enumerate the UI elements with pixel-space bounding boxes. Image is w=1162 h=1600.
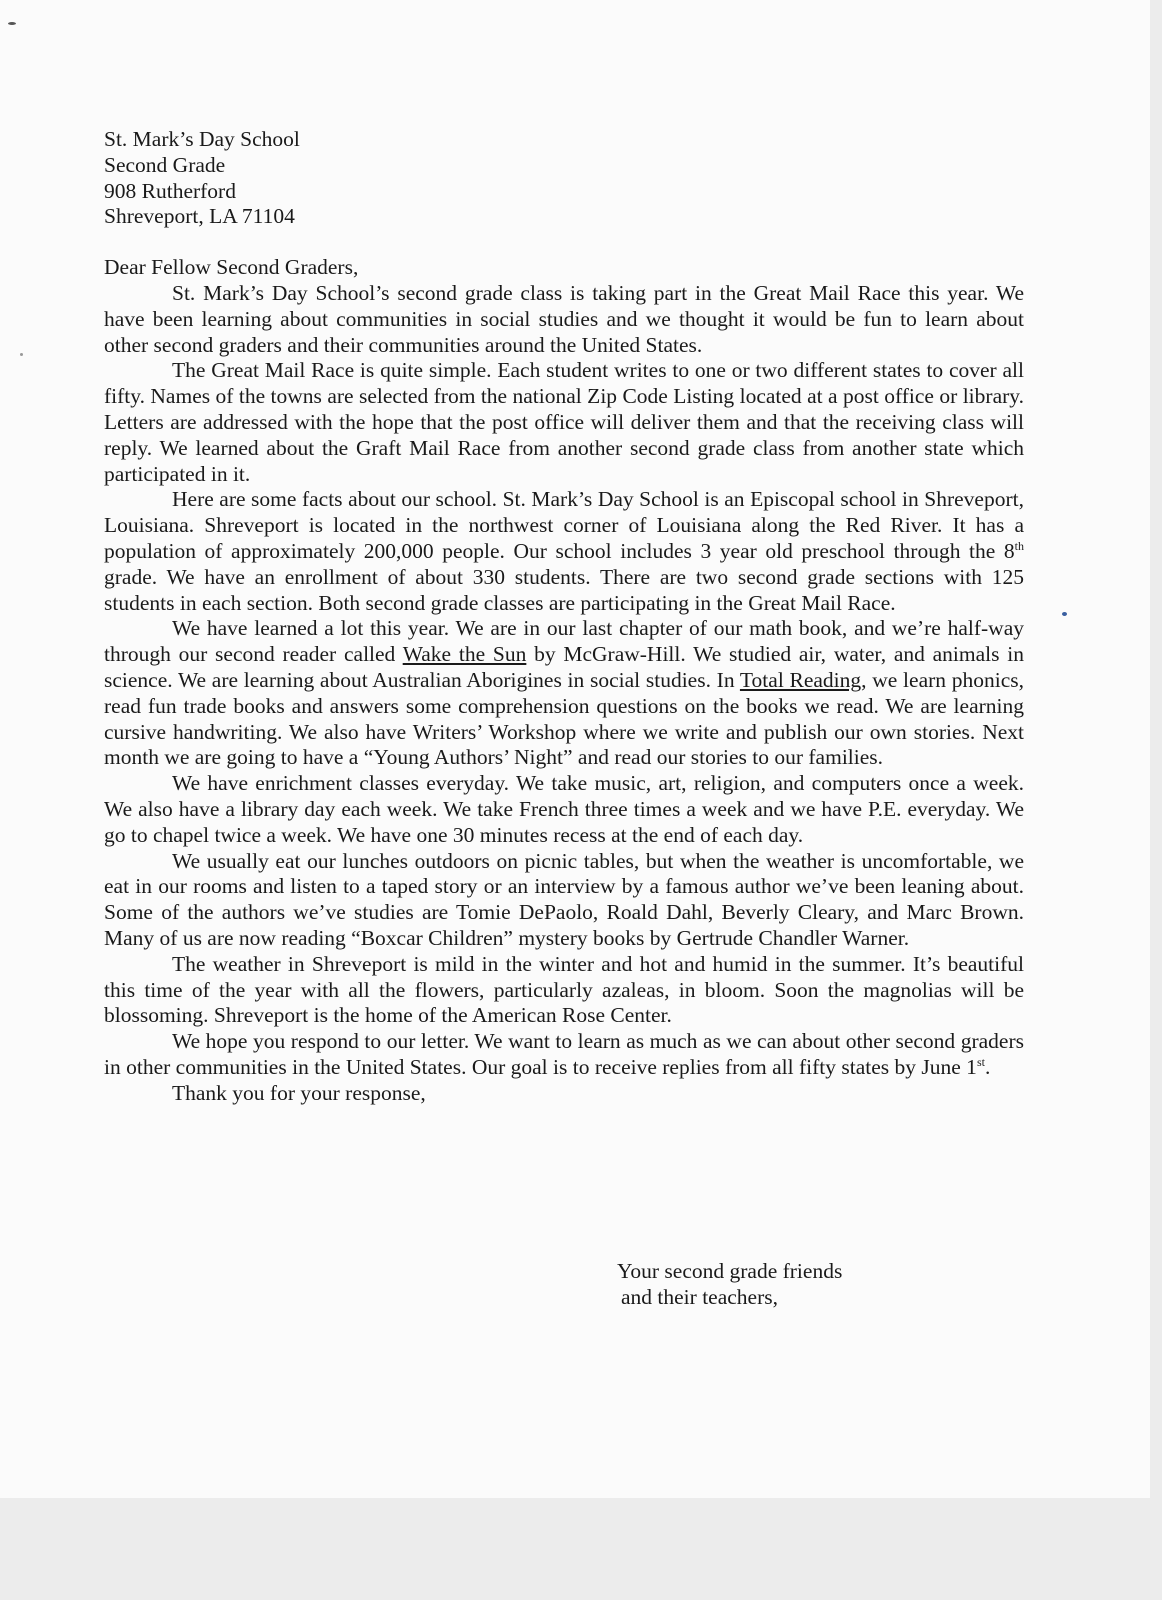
closing-line: Thank you for your response, <box>172 1080 426 1105</box>
signature-block <box>617 1259 842 1311</box>
paragraph-race: The Great Mail Race is quite simple. Each student writes to one or two different states to cover all fifty. Names of the towns are selected from the national Zip Code Listing located at a post office or library. Letters are addressed with the hope that the post office will deliver them and that the receiving class will reply. We learned about the Graft Mail Race from another second grade class from another state which participated in it. <box>104 358 1024 486</box>
text-run: , we learn phonics, read fun trade books and answers some comprehension questions on the books we read. We are learning cursive handwriting. We also have Writers’ Workshop where we write and publish our own stories. Next month we are going to have a “Young Authors’ Night” and read our stories to our families. <box>104 667 1024 770</box>
address-grade: Second Grade <box>104 152 226 177</box>
text-run: . <box>984 1054 991 1079</box>
text-run: grade. We have an enrollment of about 330 students. There are two second grade sections with 125 students in each section. Both second grade classes are participating in the Great Mail Race. <box>104 564 1024 615</box>
signature-line-1: Your second grade friends <box>617 1259 843 1283</box>
book-title: Wake the Sun <box>402 642 527 667</box>
scan-speck <box>1062 612 1067 616</box>
text-run: Here are some facts about our school. St. Mark’s Day School is an Episcopal school in Shreveport, Louisiana. Shreveport is located in the northwest corner of Louisiana along the Red River. It has a population of approximately 200,000 people. Our school includes 3 year old preschool through the 8 <box>104 487 1024 563</box>
paragraph-school-facts <box>104 487 1024 616</box>
address-street: 908 Rutherford <box>104 178 236 203</box>
superscript: th <box>1014 538 1024 553</box>
superscript: st <box>976 1054 985 1069</box>
salutation: Dear Fellow Second Graders, <box>104 255 359 280</box>
paragraph-enrichment: We have enrichment classes everyday. We take music, art, religion, and computers once a week. We also have a library day each week. We take French three times a week and we have P.E. everyday. We go to chapel twice a week. We have one 30 minutes recess at the end of each day. <box>104 771 1024 847</box>
address-city: Shreveport, LA 71104 <box>104 204 295 229</box>
paragraph-request <box>104 1029 1024 1081</box>
text-run: by McGraw-Hill. We studied air, water, and animals in science. We are learning about Australian Aborigines in social studies. In <box>104 642 1024 692</box>
scan-speck <box>8 22 16 25</box>
text-run: We have learned a lot this year. We are in our last chapter of our math book, and we’re half-way through our second reader called <box>104 616 1024 667</box>
paragraph-weather: The weather in Shreveport is mild in the winter and hot and humid in the summer. It’s beautiful this time of the year with all the flowers, particularly azaleas, in bloom. Soon the magnolias will be blossoming. Shreveport is the home of the American Rose Center. <box>104 951 1024 1028</box>
letter-body <box>104 127 1024 1106</box>
paragraph-learning <box>104 616 1024 771</box>
address-school: St. Mark’s Day School <box>104 127 300 151</box>
signature-line-2: and their teachers, <box>621 1284 778 1309</box>
text-run: We hope you respond to our letter. We want to learn as much as we can about other second graders in other communities in the United States. Our goal is to receive replies from all fifty states by June 1 <box>104 1029 1024 1079</box>
return-address <box>104 127 1024 230</box>
scan-speck <box>20 353 23 356</box>
paragraph-intro: St. Mark’s Day School’s second grade class is taking part in the Great Mail Race this year. We have been learning about communities in social studies and we thought it would be fun to learn about other second graders and their communities around the United States. <box>104 280 1024 357</box>
paragraph-lunch: We usually eat our lunches outdoors on picnic tables, but when the weather is uncomfortable, we eat in our rooms and listen to a taped story or an interview by a famous author we’ve been leaning about. Some of the authors we’ve studies are Tomie DePaolo, Roald Dahl, Beverly Cleary, and Marc Brown. Many of us are now reading “Boxcar Children” mystery books by Gertrude Chandler Warner. <box>104 848 1024 950</box>
book-title: Total Reading <box>739 667 862 692</box>
